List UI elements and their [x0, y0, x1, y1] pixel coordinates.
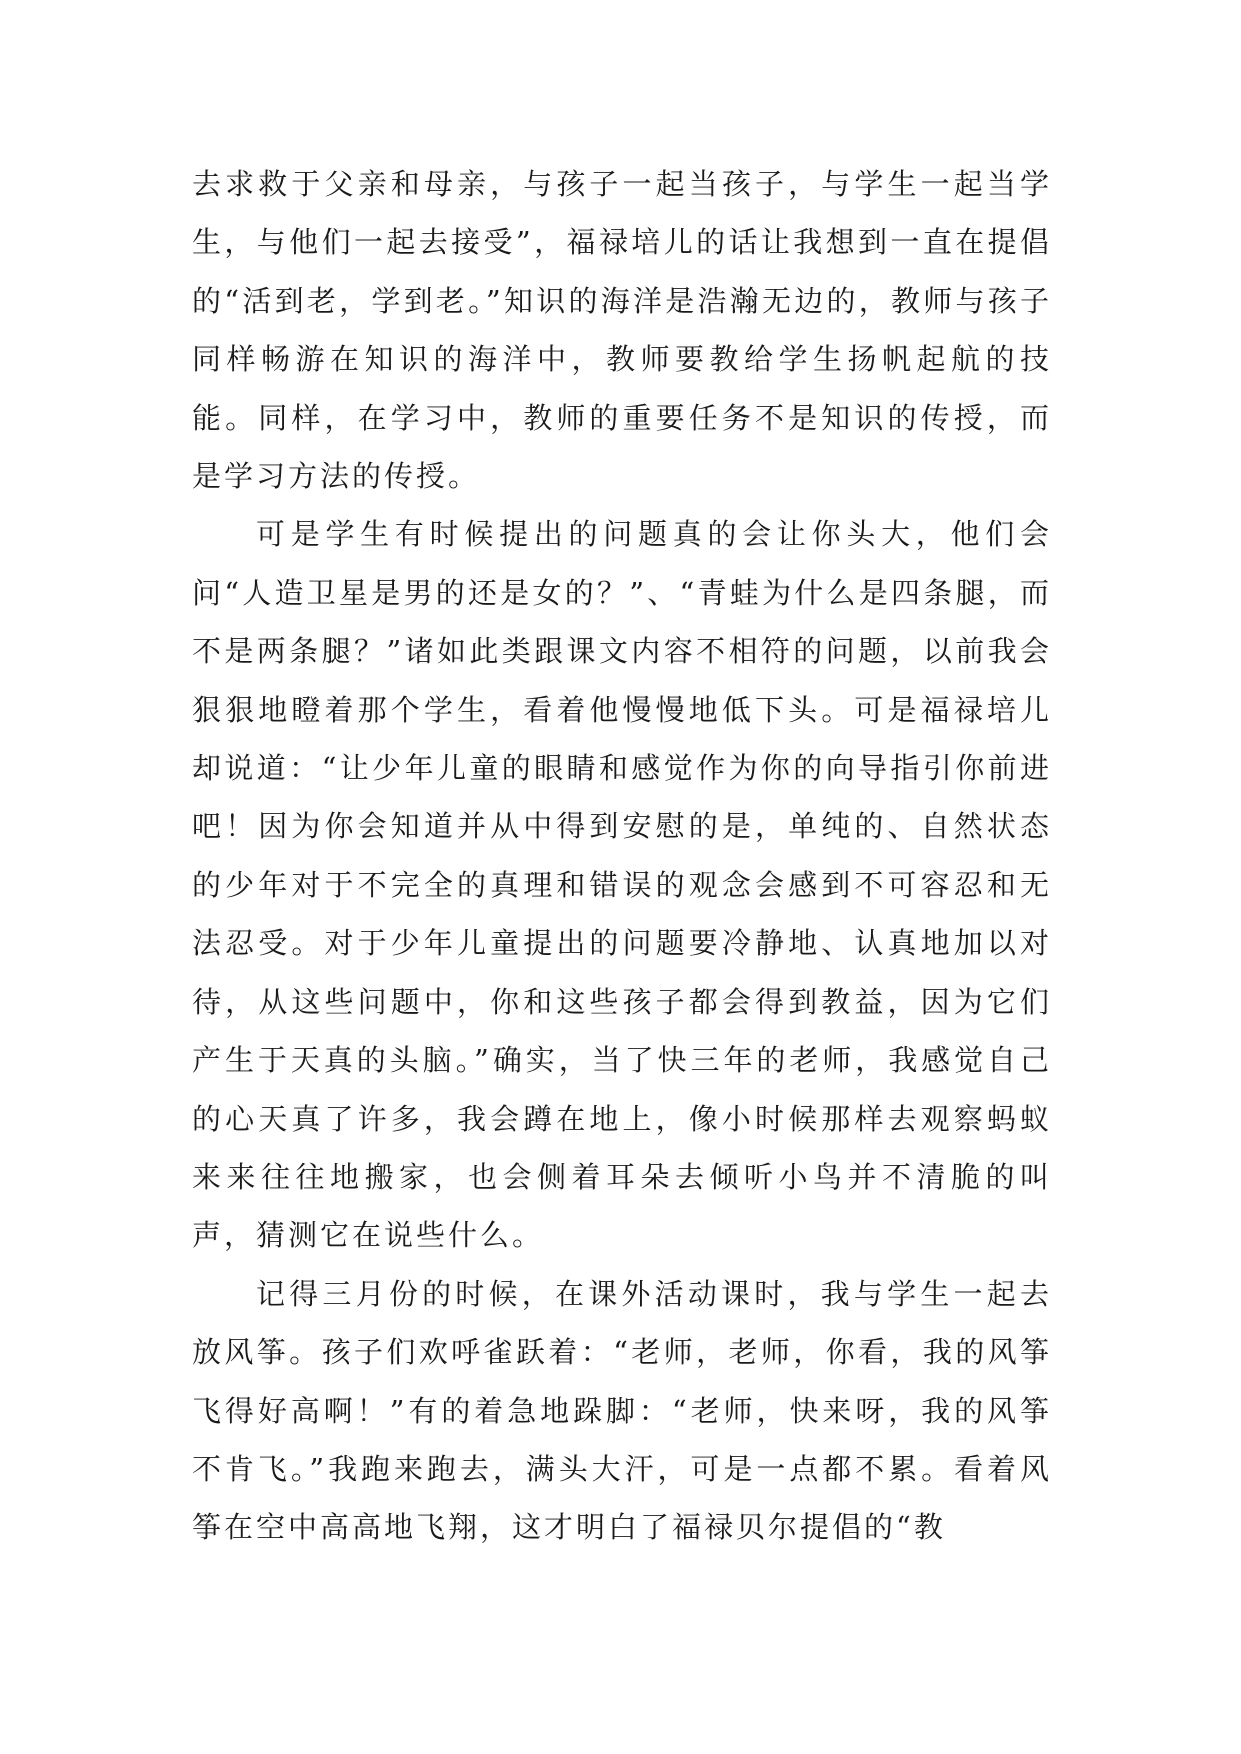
paragraph-3: 记得三月份的时候，在课外活动课时，我与学生一起去放风筝。孩子们欢呼雀跃着：“老师，老师，你看，我的风筝飞得好高啊！”有的着急地跺脚：“老师，快来呀，我的风筝不肯飞。”我跑来跑去，满头大汗，可是一点都不累。看着风筝在空中高高地飞翔，这才明白了福禄贝尔提倡的“教 [192, 1276, 1052, 1545]
paragraph-1: 去求救于父亲和母亲，与孩子一起当孩子，与学生一起当学生，与他们一起去接受”，福禄培儿的话让我想到一直在提倡的“活到老，学到老。”知识的海洋是浩瀚无边的，教师与孩子同样畅游在知识的海洋中，教师要教给学生扬帆起航的技能。同样，在学习中，教师的重要任务不是知识的传授，而是学习方法的传授。 [192, 167, 1052, 494]
paragraph-2: 可是学生有时候提出的问题真的会让你头大，他们会问“人造卫星是男的还是女的？”、“青蛙为什么是四条腿，而不是两条腿？”诸如此类跟课文内容不相符的问题，以前我会狠狠地瞪着那个学生，看着他慢慢地低下头。可是福禄培儿却说道：“让少年儿童的眼睛和感觉作为你的向导指引你前进吧！因为你会知道并从中得到安慰的是，单纯的、自然状态的少年对于不完全的真理和错误的观念会感到不可容忍和无法忍受。对于少年儿童提出的问题要冷静地、认真地加以对待，从这些问题中，你和这些孩子都会得到教益，因为它们产生于天真的头脑。”确实，当了快三年的老师，我感觉自己的心天真了许多，我会蹲在地上，像小时候那样去观察蚂蚁来来往往地搬家，也会侧着耳朵去倾听小鸟并不清脆的叫声，猜测它在说些什么。 [192, 517, 1052, 1253]
document-body [192, 155, 1052, 1557]
